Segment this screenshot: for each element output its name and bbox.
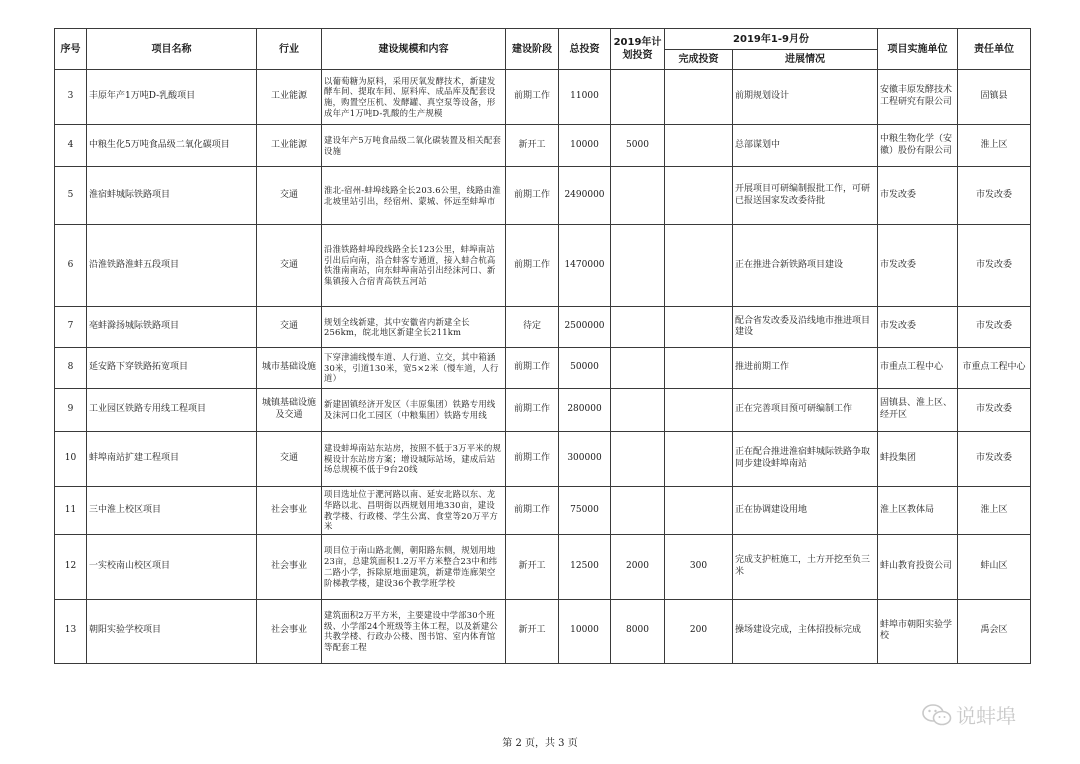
cell-resp: 市发改委 — [958, 307, 1031, 348]
cell-completed — [665, 307, 733, 348]
cell-plan — [611, 224, 665, 306]
cell-name: 三中淮上校区项目 — [87, 487, 257, 535]
cell-resp: 市发改委 — [958, 388, 1031, 431]
table-row — [55, 599, 1031, 663]
cell-plan — [611, 348, 665, 388]
cell-scale: 淮北-宿州-蚌埠线路全长203.6公里，线路由淮北坡里站引出，经宿州、蒙城、怀远至蚌埠市 — [322, 167, 506, 224]
cell-total: 280000 — [559, 388, 611, 431]
cell-name: 中粮生化5万吨食品级二氧化碳项目 — [87, 125, 257, 167]
cell-scale: 建设年产5万吨食品级二氧化碳装置及相关配套设施 — [322, 125, 506, 167]
cell-plan — [611, 167, 665, 224]
cell-no: 10 — [55, 431, 87, 486]
table-row — [55, 388, 1031, 431]
watermark-text: 说蚌埠 — [956, 704, 1016, 728]
cell-stage: 前期工作 — [506, 167, 559, 224]
cell-name: 工业园区铁路专用线工程项目 — [87, 388, 257, 431]
cell-resp: 市发改委 — [958, 224, 1031, 306]
cell-plan — [611, 307, 665, 348]
table-row — [55, 535, 1031, 599]
cell-scale: 以葡萄糖为原料，采用厌氧发酵技术，新建发酵车间、提取车间、原料库、成品库及配套设施，购置空压机、发酵罐、真空泵等设备，形成年产1万吨D-乳酸的生产规模 — [322, 70, 506, 125]
cell-plan — [611, 388, 665, 431]
cell-progress: 推进前期工作 — [733, 348, 878, 388]
cell-progress: 前期规划设计 — [733, 70, 878, 125]
cell-unit: 市发改委 — [878, 224, 958, 306]
wechat-icon — [922, 703, 952, 727]
cell-plan: 8000 — [611, 599, 665, 663]
cell-completed — [665, 348, 733, 388]
header-plan2019: 2019年计划投资 — [611, 29, 665, 70]
cell-completed: 200 — [665, 599, 733, 663]
cell-industry: 工业能源 — [257, 70, 322, 125]
cell-stage: 待定 — [506, 307, 559, 348]
cell-completed — [665, 125, 733, 167]
cell-progress: 配合省发改委及沿线地市推进项目建设 — [733, 307, 878, 348]
cell-stage: 前期工作 — [506, 487, 559, 535]
table-row — [55, 307, 1031, 348]
cell-industry: 社会事业 — [257, 487, 322, 535]
cell-scale: 沿淮铁路蚌埠段线路全长123公里，蚌埠南站引出后向南，沿合蚌客专通道，接入蚌合杭高铁淮南南站，向东蚌埠南站引出经沫河口、新集镇接入合宿青高铁五河站 — [322, 224, 506, 306]
cell-unit: 固镇县、淮上区、经开区 — [878, 388, 958, 431]
header-period: 2019年1-9月份 — [665, 29, 878, 50]
cell-progress: 正在完善项目预可研编制工作 — [733, 388, 878, 431]
cell-total: 1470000 — [559, 224, 611, 306]
cell-plan — [611, 70, 665, 125]
cell-plan — [611, 431, 665, 486]
cell-resp: 淮上区 — [958, 125, 1031, 167]
cell-no: 8 — [55, 348, 87, 388]
cell-name: 延安路下穿铁路拓宽项目 — [87, 348, 257, 388]
cell-completed — [665, 224, 733, 306]
cell-industry: 交通 — [257, 431, 322, 486]
cell-scale: 项目选址位于淝河路以南、延安北路以东、龙华路以北、昌明街以西规划用地330亩，建设教学楼、行政楼、学生公寓、食堂等20万平方米 — [322, 487, 506, 535]
table-row — [55, 431, 1031, 486]
cell-no: 7 — [55, 307, 87, 348]
cell-total: 11000 — [559, 70, 611, 125]
cell-no: 13 — [55, 599, 87, 663]
cell-total: 50000 — [559, 348, 611, 388]
cell-unit: 蚌山教育投资公司 — [878, 535, 958, 599]
cell-name: 沿淮铁路淮蚌五段项目 — [87, 224, 257, 306]
table-row — [55, 348, 1031, 388]
cell-scale: 项目位于南山路北侧，朝阳路东侧，规划用地23亩，总建筑面积1.2万平方米整合23中和纬二路小学，拆除原地面建筑，新建带连廊架空阶梯教学楼，建设36个教学班学校 — [322, 535, 506, 599]
cell-no: 4 — [55, 125, 87, 167]
header-no: 序号 — [55, 29, 87, 70]
cell-name: 淮宿蚌城际铁路项目 — [87, 167, 257, 224]
cell-unit: 安徽丰原发酵技术工程研究有限公司 — [878, 70, 958, 125]
cell-total: 10000 — [559, 125, 611, 167]
cell-completed: 300 — [665, 535, 733, 599]
cell-total: 75000 — [559, 487, 611, 535]
header-total: 总投资 — [559, 29, 611, 70]
cell-resp: 市重点工程中心 — [958, 348, 1031, 388]
header-completed: 完成投资 — [665, 50, 733, 70]
header-name: 项目名称 — [87, 29, 257, 70]
header-scale: 建设规模和内容 — [322, 29, 506, 70]
cell-unit: 蚌投集团 — [878, 431, 958, 486]
cell-unit: 蚌埠市朝阳实验学校 — [878, 599, 958, 663]
project-table — [54, 28, 1031, 664]
cell-progress: 正在协调建设用地 — [733, 487, 878, 535]
table-row — [55, 167, 1031, 224]
cell-no: 6 — [55, 224, 87, 306]
cell-resp: 市发改委 — [958, 167, 1031, 224]
cell-industry: 城镇基础设施及交通 — [257, 388, 322, 431]
cell-scale: 建筑面积2万平方米，主要建设中学部30个班级、小学部24个班级等主体工程，以及新建公共教学楼、行政办公楼、图书馆、室内体育馆等配套工程 — [322, 599, 506, 663]
cell-stage: 前期工作 — [506, 70, 559, 125]
cell-total: 2490000 — [559, 167, 611, 224]
cell-stage: 前期工作 — [506, 348, 559, 388]
table-row — [55, 70, 1031, 125]
header-stage: 建设阶段 — [506, 29, 559, 70]
cell-stage: 前期工作 — [506, 431, 559, 486]
watermark — [922, 700, 1016, 729]
table-row — [55, 487, 1031, 535]
cell-unit: 市发改委 — [878, 167, 958, 224]
header-resp: 责任单位 — [958, 29, 1031, 70]
cell-industry: 交通 — [257, 167, 322, 224]
cell-stage: 新开工 — [506, 599, 559, 663]
cell-resp: 市发改委 — [958, 431, 1031, 486]
cell-name: 亳蚌滁扬城际铁路项目 — [87, 307, 257, 348]
page-footer: 第 2 页，共 3 页 — [502, 738, 578, 749]
cell-industry: 交通 — [257, 307, 322, 348]
table-row — [55, 224, 1031, 306]
cell-progress: 开展项目可研编制报批工作，可研已报送国家发改委待批 — [733, 167, 878, 224]
cell-scale: 新建固镇经济开发区（丰原集团）铁路专用线及沫河口化工园区（中粮集团）铁路专用线 — [322, 388, 506, 431]
cell-industry: 交通 — [257, 224, 322, 306]
cell-progress: 完成支护桩施工，土方开挖至负三米 — [733, 535, 878, 599]
cell-unit: 中粮生物化学（安徽）股份有限公司 — [878, 125, 958, 167]
cell-name: 丰原年产1万吨D-乳酸项目 — [87, 70, 257, 125]
cell-resp: 蚌山区 — [958, 535, 1031, 599]
cell-name: 一实校南山校区项目 — [87, 535, 257, 599]
cell-no: 3 — [55, 70, 87, 125]
cell-scale: 下穿津浦线慢车道、人行道、立交，其中箱涵30米，引道130米，宽5×2米（慢车道，人行道） — [322, 348, 506, 388]
cell-total: 10000 — [559, 599, 611, 663]
cell-completed — [665, 167, 733, 224]
cell-resp: 禹会区 — [958, 599, 1031, 663]
cell-unit: 淮上区教体局 — [878, 487, 958, 535]
header-unit: 项目实施单位 — [878, 29, 958, 70]
cell-completed — [665, 388, 733, 431]
cell-industry: 社会事业 — [257, 535, 322, 599]
cell-completed — [665, 431, 733, 486]
cell-scale: 建设蚌埠南站东站房，按照不低于3万平米的规模设计东站房方案；增设城际站场，建成后站场总规模不低于9台20线 — [322, 431, 506, 486]
cell-scale: 规划全线新建，其中安徽省内新建全长256km，皖北地区新建全长211km — [322, 307, 506, 348]
cell-resp: 固镇县 — [958, 70, 1031, 125]
cell-unit: 市重点工程中心 — [878, 348, 958, 388]
table-row — [55, 125, 1031, 167]
cell-total: 12500 — [559, 535, 611, 599]
cell-industry: 社会事业 — [257, 599, 322, 663]
cell-progress: 正在配合推进淮宿蚌城际铁路争取同步建设蚌埠南站 — [733, 431, 878, 486]
cell-no: 5 — [55, 167, 87, 224]
cell-plan: 5000 — [611, 125, 665, 167]
cell-total: 2500000 — [559, 307, 611, 348]
cell-name: 朝阳实验学校项目 — [87, 599, 257, 663]
cell-completed — [665, 487, 733, 535]
header-progress: 进展情况 — [733, 50, 878, 70]
cell-progress: 正在推进合新铁路项目建设 — [733, 224, 878, 306]
cell-name: 蚌埠南站扩建工程项目 — [87, 431, 257, 486]
cell-no: 11 — [55, 487, 87, 535]
cell-stage: 新开工 — [506, 535, 559, 599]
cell-completed — [665, 70, 733, 125]
header-industry: 行业 — [257, 29, 322, 70]
cell-plan: 2000 — [611, 535, 665, 599]
cell-no: 9 — [55, 388, 87, 431]
cell-stage: 前期工作 — [506, 224, 559, 306]
cell-stage: 新开工 — [506, 125, 559, 167]
cell-industry: 城市基础设施 — [257, 348, 322, 388]
cell-industry: 工业能源 — [257, 125, 322, 167]
cell-resp: 淮上区 — [958, 487, 1031, 535]
cell-unit: 市发改委 — [878, 307, 958, 348]
cell-total: 300000 — [559, 431, 611, 486]
cell-progress: 操场建设完成，主体招投标完成 — [733, 599, 878, 663]
cell-stage: 前期工作 — [506, 388, 559, 431]
cell-plan — [611, 487, 665, 535]
cell-no: 12 — [55, 535, 87, 599]
cell-progress: 总部谋划中 — [733, 125, 878, 167]
